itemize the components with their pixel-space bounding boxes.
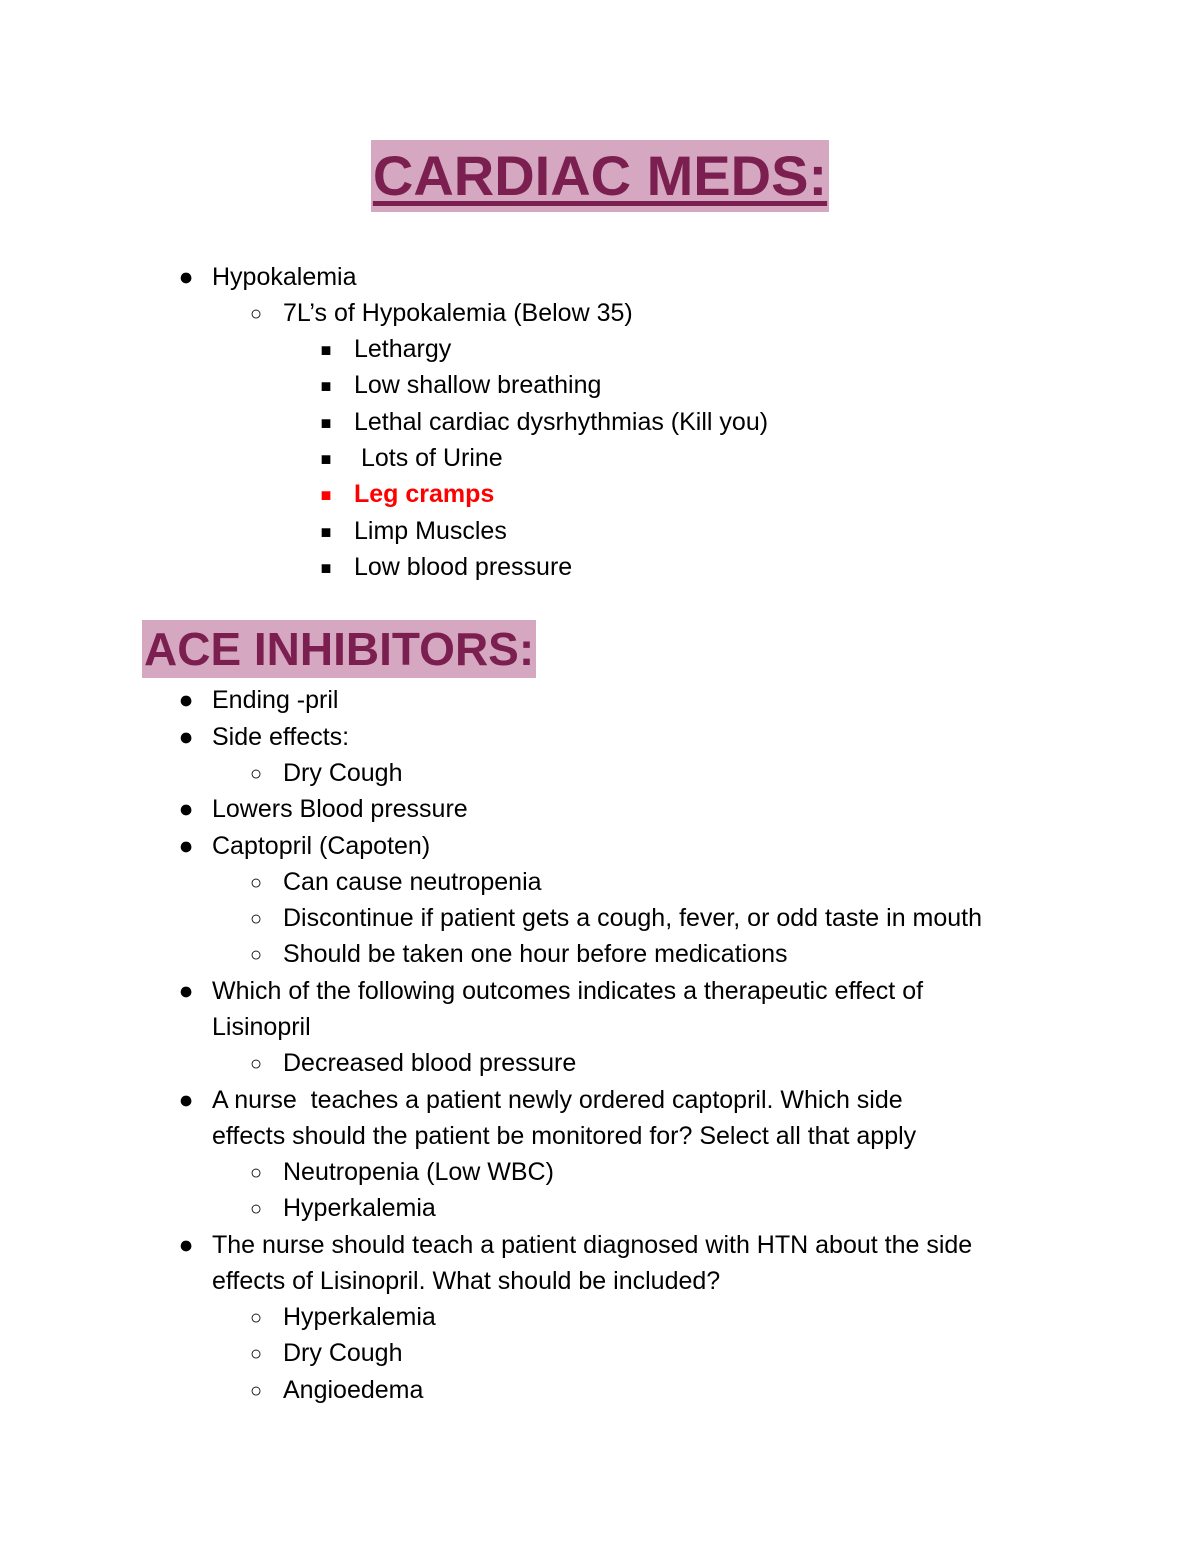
list-item-side-effects: Side effects: (212, 723, 350, 751)
circle-bullet-icon: ○ (249, 1162, 263, 1184)
list-item-hypokalemia: Hypokalemia (212, 263, 357, 291)
list-item-ending: Ending -pril (212, 686, 339, 714)
list-item-low-bp: Low blood pressure (354, 553, 573, 581)
bullet-icon: ● (178, 832, 194, 860)
circle-bullet-icon: ○ (249, 1198, 263, 1220)
circle-bullet-icon: ○ (249, 1307, 263, 1329)
answer-angioedema: Angioedema (283, 1376, 424, 1404)
page-title: CARDIAC MEDS: (371, 140, 829, 212)
list-item-lowers-bp: Lowers Blood pressure (212, 795, 468, 823)
circle-bullet-icon: ○ (249, 872, 263, 894)
list-item-leg-cramps: Leg cramps (354, 480, 495, 508)
question-2-line-2: effects should the patient be monitored for? Select all that apply (212, 1122, 917, 1150)
circle-bullet-icon: ○ (249, 908, 263, 930)
square-bullet-icon: ■ (320, 376, 332, 396)
bullet-icon: ● (178, 1231, 194, 1259)
bullet-icon: ● (178, 686, 194, 714)
bullet-icon: ● (178, 795, 194, 823)
list-item-discontinue: Discontinue if patient gets a cough, fever, or odd taste in mouth (283, 904, 983, 932)
circle-bullet-icon: ○ (249, 1343, 263, 1365)
list-item-dry-cough: Dry Cough (283, 759, 403, 787)
bullet-icon: ● (178, 263, 194, 291)
answer-neutropenia: Neutropenia (Low WBC) (283, 1158, 554, 1186)
square-bullet-icon: ■ (320, 522, 332, 542)
list-item-7ls: 7L’s of Hypokalemia (Below 35) (283, 299, 633, 327)
list-item-lethargy: Lethargy (354, 335, 452, 363)
circle-bullet-icon: ○ (249, 303, 263, 325)
square-bullet-icon: ■ (320, 449, 332, 469)
answer-dry-cough: Dry Cough (283, 1339, 403, 1367)
square-bullet-icon: ■ (320, 413, 332, 433)
list-item-dysrhythmias: Lethal cardiac dysrhythmias (Kill you) (354, 408, 769, 436)
list-item-neutropenia: Can cause neutropenia (283, 868, 542, 896)
question-1-line-2: Lisinopril (212, 1013, 311, 1041)
square-bullet-icon: ■ (320, 485, 332, 505)
list-item-timing: Should be taken one hour before medications (283, 940, 788, 968)
bullet-icon: ● (178, 977, 194, 1005)
square-bullet-icon: ■ (320, 558, 332, 578)
list-item-breathing: Low shallow breathing (354, 371, 602, 399)
question-1-line-1: Which of the following outcomes indicates a therapeutic effect of (212, 977, 924, 1005)
list-item-limp-muscles: Limp Muscles (354, 517, 507, 545)
answer-decreased-bp: Decreased blood pressure (283, 1049, 577, 1077)
circle-bullet-icon: ○ (249, 1053, 263, 1075)
question-3-line-2: effects of Lisinopril. What should be included? (212, 1267, 721, 1295)
title-container (0, 140, 1200, 212)
circle-bullet-icon: ○ (249, 944, 263, 966)
circle-bullet-icon: ○ (249, 1380, 263, 1402)
square-bullet-icon: ■ (320, 340, 332, 360)
question-2-line-1: A nurse teaches a patient newly ordered captopril. Which side (212, 1086, 903, 1114)
answer-hyperkalemia-2: Hyperkalemia (283, 1303, 436, 1331)
circle-bullet-icon: ○ (249, 763, 263, 785)
question-3-line-1: The nurse should teach a patient diagnosed with HTN about the side (212, 1231, 973, 1259)
bullet-icon: ● (178, 723, 194, 751)
list-item-urine: Lots of Urine (354, 444, 503, 472)
list-item-captopril: Captopril (Capoten) (212, 832, 431, 860)
answer-hyperkalemia: Hyperkalemia (283, 1194, 436, 1222)
bullet-icon: ● (178, 1086, 194, 1114)
section-heading-ace: ACE INHIBITORS: (142, 620, 536, 678)
